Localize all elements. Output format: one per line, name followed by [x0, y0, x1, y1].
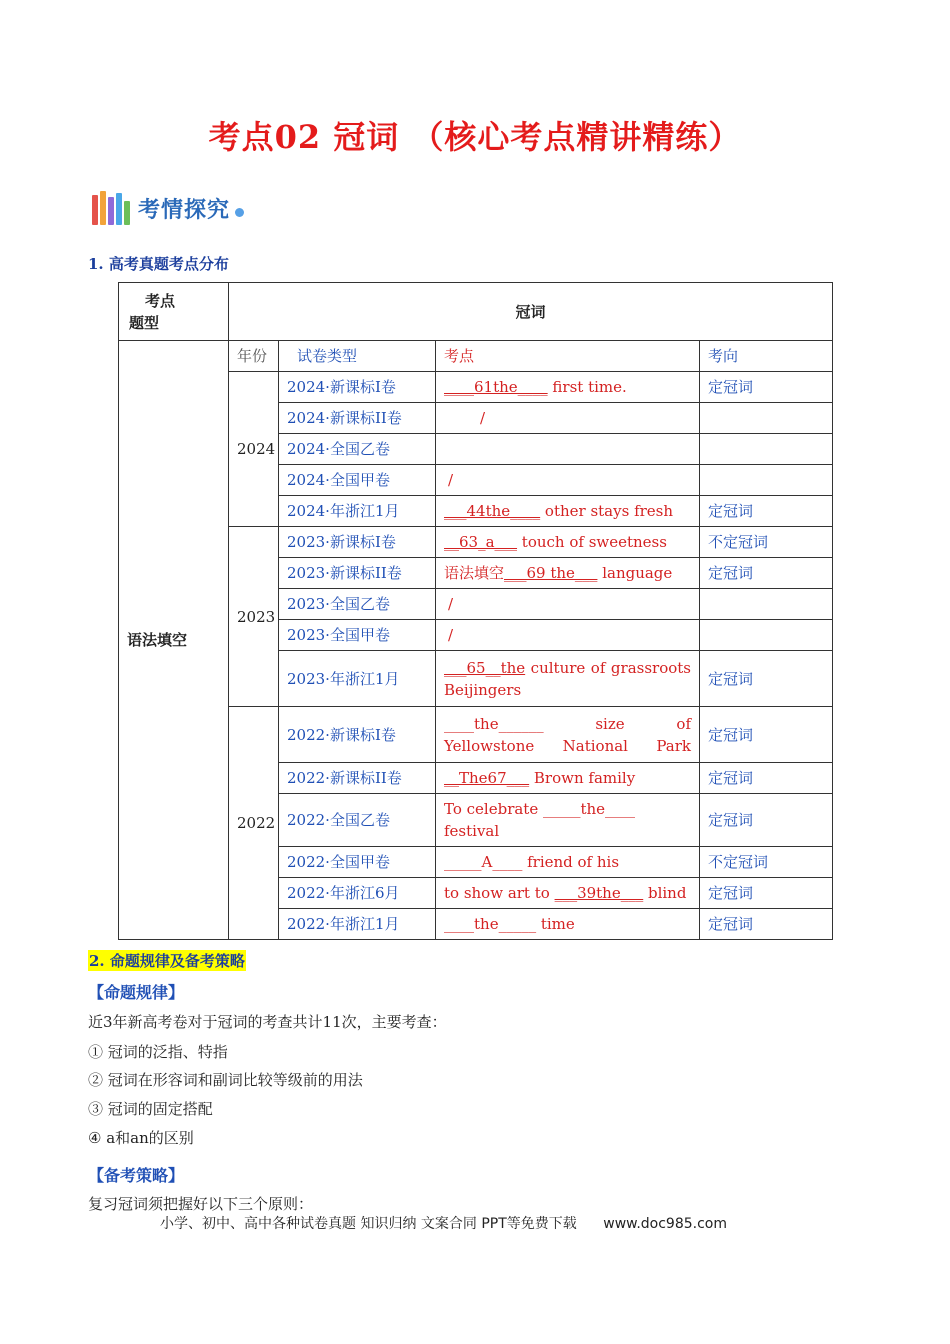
- rule-item: ④ a和an的区别: [88, 1129, 194, 1147]
- point-text: To celebrate _____the____ festival: [444, 800, 636, 840]
- direction-cell: 定冠词: [700, 707, 833, 763]
- paper-cell: 2024·新课标II卷: [279, 403, 436, 434]
- direction-cell: [700, 620, 833, 651]
- point-cell: [436, 465, 700, 496]
- point-text: touch of sweetness: [517, 533, 667, 551]
- page-title: 考点02 冠词 （核心考点精讲精练）: [208, 118, 742, 156]
- rule-intro: 近3年新高考卷对于冠词的考查共计11次，主要考查：: [88, 1013, 447, 1031]
- point-text: _____A____ friend of his: [444, 853, 620, 871]
- point-text: /: [448, 471, 454, 489]
- header-tixing: 题型: [129, 313, 160, 332]
- point-text: Brown family: [529, 769, 636, 787]
- strategy-intro: 复习冠词须把握好以下三个原则：: [88, 1195, 314, 1213]
- paper-cell: 2023·全国乙卷: [279, 589, 436, 620]
- rule-title: 【命题规律】: [88, 983, 185, 1002]
- paper-cell: 2022·全国甲卷: [279, 847, 436, 878]
- year-cell: 2023: [229, 527, 279, 707]
- col-header-year: 年份: [229, 341, 279, 372]
- paper-cell: 2024·新课标I卷: [279, 372, 436, 403]
- point-text: other stays fresh: [540, 502, 674, 520]
- direction-cell: 定冠词: [700, 558, 833, 589]
- answer-blank: ___44the____: [444, 502, 541, 520]
- point-cell: [436, 589, 700, 620]
- footer-text: 小学、初中、高中各种试卷真题 知识归纳 文案合同 PPT等免费下载: [160, 1216, 577, 1232]
- books-icon: [92, 191, 130, 225]
- answer-blank: ____61the____: [444, 378, 548, 396]
- paper-cell: 2022·年浙江1月: [279, 909, 436, 940]
- point-text: first time.: [547, 378, 627, 396]
- col-header-paper: 试卷类型: [279, 341, 436, 372]
- paper-cell: 2023·年浙江1月: [279, 651, 436, 707]
- paper-cell: 2024·全国甲卷: [279, 465, 436, 496]
- strategy-title: 【备考策略】: [88, 1166, 185, 1185]
- col-header-direction: 考向: [700, 341, 833, 372]
- header-kaodian: 考点: [145, 291, 176, 310]
- point-text: /: [448, 626, 454, 644]
- direction-cell: 定冠词: [700, 878, 833, 909]
- point-cell: [436, 794, 700, 847]
- year-cell: 2022: [229, 707, 279, 940]
- category-cell: 语法填空: [119, 341, 229, 940]
- point-text: culture of grassroots Beijingers: [444, 658, 691, 699]
- point-cell: [436, 403, 700, 434]
- answer-blank: __The67___: [444, 769, 530, 787]
- point-cell: [436, 707, 700, 763]
- point-cell: [436, 909, 700, 940]
- header-corner-cell: [119, 283, 229, 341]
- paper-cell: 2022·全国乙卷: [279, 794, 436, 847]
- direction-cell: 定冠词: [700, 909, 833, 940]
- point-cell: [436, 763, 700, 794]
- paper-cell: 2024·年浙江1月: [279, 496, 436, 527]
- direction-cell: 定冠词: [700, 372, 833, 403]
- direction-cell: [700, 465, 833, 496]
- answer-blank: ___65__the: [444, 658, 526, 677]
- paper-cell: 2023·全国甲卷: [279, 620, 436, 651]
- rule-item: ② 冠词在形容词和副词比较等级前的用法: [88, 1071, 363, 1089]
- point-cell: [436, 620, 700, 651]
- dot-icon: [235, 208, 244, 217]
- point-cell: [436, 878, 700, 909]
- direction-cell: [700, 434, 833, 465]
- year-cell: 2024: [229, 372, 279, 527]
- paper-cell: 2022·新课标II卷: [279, 763, 436, 794]
- direction-cell: 定冠词: [700, 763, 833, 794]
- point-cell: [436, 496, 700, 527]
- direction-cell: [700, 589, 833, 620]
- rule-item: ① 冠词的泛指、特指: [88, 1043, 228, 1061]
- point-text: /: [448, 595, 454, 613]
- point-text: blind: [643, 884, 687, 902]
- point-text: language: [597, 564, 673, 582]
- paper-cell: 2023·新课标I卷: [279, 527, 436, 558]
- answer-blank: ___69 the___: [504, 564, 598, 582]
- point-cell: [436, 527, 700, 558]
- exam-distribution-table: [118, 282, 833, 940]
- footer-link[interactable]: www.doc985.com: [603, 1216, 727, 1232]
- point-text: /: [480, 409, 486, 427]
- paper-cell: 2022·新课标I卷: [279, 707, 436, 763]
- paper-cell: 2023·新课标II卷: [279, 558, 436, 589]
- point-text: ____the_____ time: [444, 915, 575, 933]
- col-header-point: 考点: [436, 341, 700, 372]
- direction-cell: [700, 403, 833, 434]
- direction-cell: 不定冠词: [700, 847, 833, 878]
- point-cell: [436, 558, 700, 589]
- section-heading-1: 1. 高考真题考点分布: [88, 255, 229, 273]
- header-guanci: 冠词: [229, 283, 833, 341]
- section-banner: [92, 188, 244, 228]
- answer-blank: __63_a___: [444, 533, 518, 551]
- footer: [160, 1213, 727, 1233]
- point-prefix: 语法填空: [444, 564, 505, 582]
- rule-item: ③ 冠词的固定搭配: [88, 1100, 213, 1118]
- answer-blank: ___39the___: [554, 884, 644, 902]
- paper-cell: 2024·全国乙卷: [279, 434, 436, 465]
- section-heading-2: 2. 命题规律及备考策略: [89, 952, 245, 970]
- direction-cell: 不定冠词: [700, 527, 833, 558]
- point-prefix: to show art to: [444, 884, 555, 902]
- direction-cell: 定冠词: [700, 651, 833, 707]
- point-cell: [436, 434, 700, 465]
- point-cell: [436, 651, 700, 707]
- point-cell: [436, 372, 700, 403]
- direction-cell: 定冠词: [700, 794, 833, 847]
- banner-title: 考情探究: [138, 197, 231, 223]
- point-text: ____the______ size of Yellowstone National Park: [444, 714, 691, 755]
- point-cell: [436, 847, 700, 878]
- paper-cell: 2022·年浙江6月: [279, 878, 436, 909]
- direction-cell: 定冠词: [700, 496, 833, 527]
